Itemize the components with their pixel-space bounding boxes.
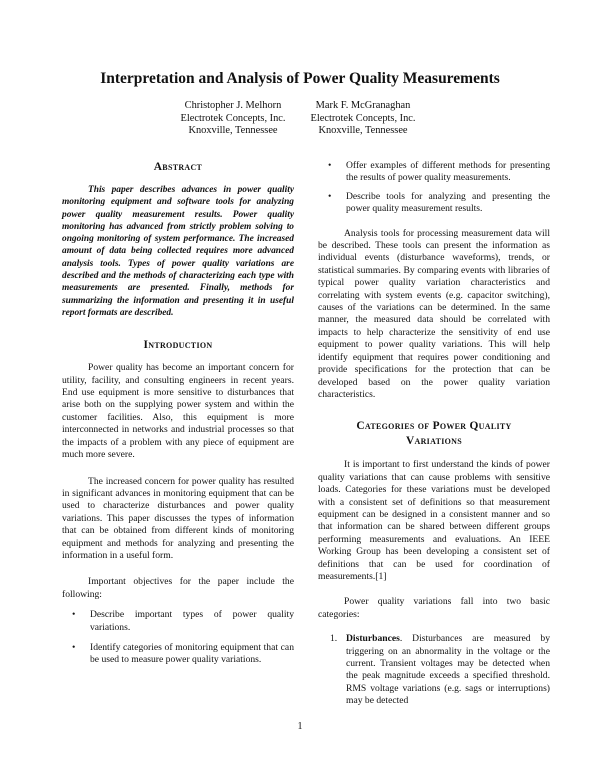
abstract-heading: Abstract [153, 161, 203, 173]
objectives-list-left [62, 609, 294, 667]
intro-paragraph-4: Analysis tools for processing measurement data will be described. These tools can present the information as individual events (disturbance waveforms), trends, or statistical summaries. By comparing events with libraries of typical power quality variation characteristics and correlating with system events (e.g. capacitor switching), causes of the variations can be determined. In the same manner, the measured data should be correlated with impacts to help characterize the sensitivity of end use equipment to power quality variations. This will help identify equipment that requires power conditioning and provide specifications for the protection that can be developed based on the power quality variation characteristics. [318, 227, 550, 400]
categories-heading [318, 419, 550, 449]
introduction-heading: Introduction [143, 339, 213, 352]
categories-list [318, 633, 550, 707]
list-item [318, 633, 550, 707]
list-item: • Offer examples of different methods for presenting the results of power quality measurements. [318, 160, 550, 185]
list-item: • Describe tools for analyzing and presenting the power quality measurement results. [318, 191, 550, 216]
list-item: • Describe important types of power quality variations. [62, 609, 294, 634]
intro-paragraph-3: Important objectives for the paper include the following: [62, 576, 294, 600]
list-item: • Identify categories of monitoring equipment that can be used to measure power quality variations. [62, 642, 294, 667]
abstract-text: This paper describes advances in power quality monitoring equipment and software tools for analyzing power quality measurement results. Power quality monitoring has advanced from strictly problem solving to ongoing monitoring of system performance. The increased amount of data being collected requires more advanced analysis tools. Types of power quality variations are described and the methods of characterizing each type with measurements are presented. Finally, methods for summarizing the information and presenting it in useful report formats are described. [62, 185, 294, 318]
author-organization: Electrotek Concepts, Inc. [310, 112, 416, 124]
right-column [318, 160, 550, 708]
list-item-text: . Disturbances are measured by triggering on an abnormality in the voltage or the current. Transient voltages may be detected when the peak magnitude exceeds a specified threshold. RMS voltage variations (e.g. sags or interruptions) may be detected [346, 633, 550, 707]
page-number: 1 [297, 721, 303, 732]
author-organization: Electrotek Concepts, Inc. [180, 112, 286, 124]
categories-paragraph-2: Power quality variations fall into two basic categories: [318, 596, 550, 620]
left-column [62, 160, 294, 667]
categories-paragraph-1: It is important to first understand the kinds of power quality variations that can cause problems with sensitive loads. Categories for these variations must be developed with a consistent set of definitions so that measurement equipment can be designed in a consistent manner and so that information can be shared between different groups performing measurements and evaluations. An IEEE Working Group has been developing a consistent set of definitions that can be used for coordination of measurements.[1] [318, 459, 550, 582]
term-disturbances: Disturbances [346, 633, 400, 645]
author-block-2 [308, 100, 418, 138]
categories-heading-line-2: Variations [406, 435, 462, 448]
author-name: Christopher J. Melhorn [184, 100, 282, 111]
intro-paragraph-1: Power quality has become an important concern for utility, facility, and consulting engineers in recent years. End use equipment is more sensitive to disturbances that arise both on the supplying power system and within the customer facilities. Also, this equipment is more interconnected in networks and industrial processes so that the impacts of a problem with any piece of equipment are much more severe. [62, 362, 294, 461]
author-location: Knoxville, Tennessee [318, 125, 408, 137]
author-name: Mark F. McGranaghan [315, 100, 411, 111]
paper-title: Interpretation and Analysis of Power Quality Measurements [100, 70, 500, 87]
intro-paragraph-2: The increased concern for power quality has resulted in significant advances in monitoring equipment that can be used to characterize disturbances and power quality variations. This paper discusses the types of information that can be obtained from different kinds of monitoring equipment and methods for analyzing and presenting the information in a useful form. [62, 475, 294, 561]
author-block-1 [178, 100, 288, 138]
author-location: Knoxville, Tennessee [188, 125, 278, 137]
list-item-number: 1. [330, 633, 338, 645]
categories-heading-line-1: Categories of Power Quality [356, 420, 512, 433]
objectives-list-right [318, 160, 550, 216]
